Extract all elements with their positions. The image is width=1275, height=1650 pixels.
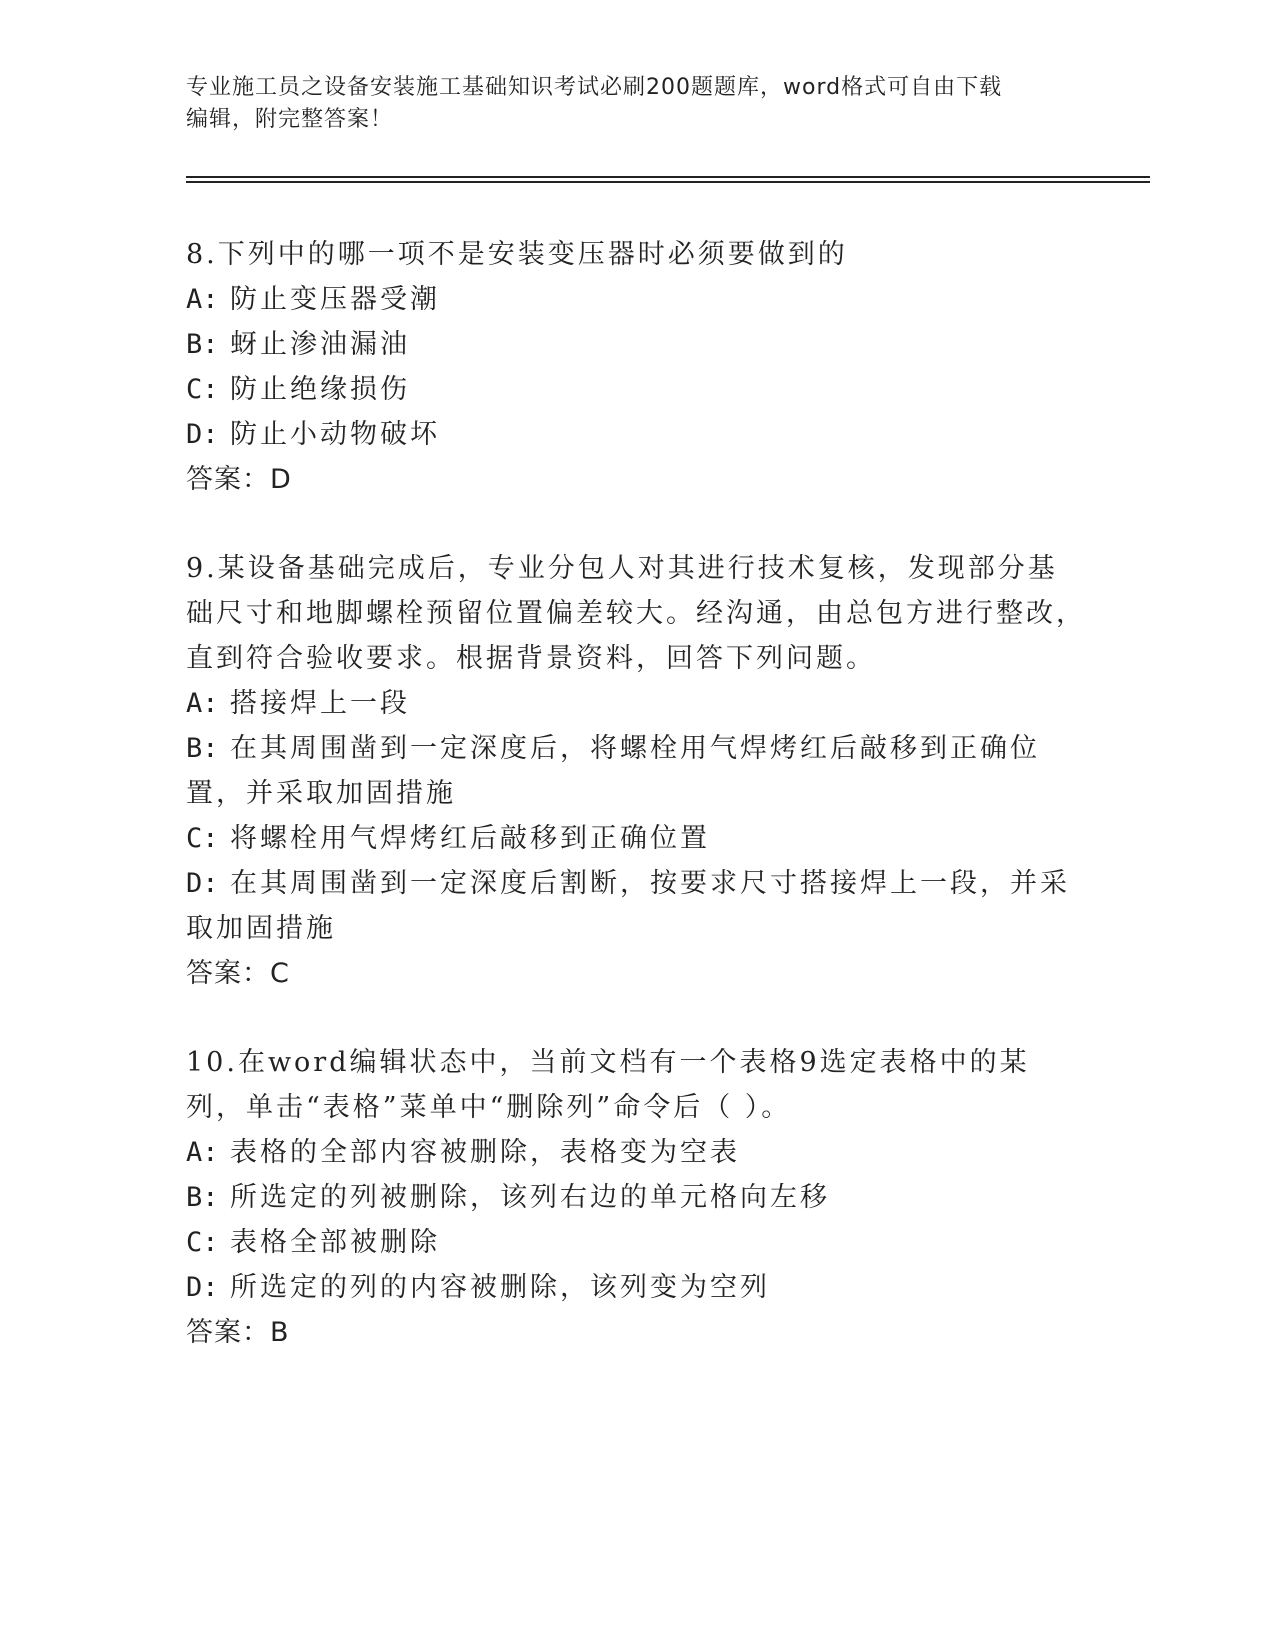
option-b <box>186 1175 1086 1220</box>
option-c <box>186 816 1086 861</box>
option-text: 搭接焊上一段 <box>230 688 410 719</box>
question-text: 9.某设备基础完成后，专业分包人对其进行技术复核，发现部分基础尺寸和地脚螺栓预留位置偏差较大。经沟通，由总包方进行整改，直到符合验收要求。根据背景资料，回答下列问题。 <box>186 553 1086 674</box>
document-header <box>186 72 1066 136</box>
option-letter: B: <box>186 733 219 764</box>
option-letter: A: <box>186 688 219 719</box>
option-d <box>186 861 1086 951</box>
option-text: 在其周围凿到一定深度后割断，按要求尺寸搭接焊上一段，并采取加固措施 <box>186 868 1070 944</box>
option-text: 蚜止渗油漏油 <box>230 329 410 360</box>
option-text: 在其周围凿到一定深度后，将螺栓用气焊烤红后敲移到正确位置，并采取加固措施 <box>186 733 1040 809</box>
option-a <box>186 277 1086 322</box>
option-text: 所选定的列的内容被删除，该列变为空列 <box>230 1272 770 1303</box>
header-divider-bottom <box>186 181 1150 183</box>
option-c <box>186 367 1086 412</box>
option-letter: D: <box>186 419 219 450</box>
option-c <box>186 1220 1086 1265</box>
option-b <box>186 322 1086 367</box>
option-letter: D: <box>186 1272 219 1303</box>
option-letter: C: <box>186 823 219 854</box>
header-line-2: 编辑，附完整答案！ <box>186 107 394 132</box>
option-text: 表格全部被删除 <box>230 1227 440 1258</box>
answer-text: 答案：D <box>186 464 292 495</box>
question-text: 8.下列中的哪一项不是安装变压器时必须要做到的 <box>186 239 848 270</box>
question-text: 10.在word编辑状态中，当前文档有一个表格9选定表格中的某列，单击“表格”菜单中“删除列”命令后（ ）。 <box>186 1047 1030 1123</box>
answer-text: 答案：C <box>186 958 290 989</box>
question-9 <box>186 546 1086 996</box>
option-text: 所选定的列被删除，该列右边的单元格向左移 <box>230 1182 830 1213</box>
answer-text: 答案：B <box>186 1317 290 1348</box>
option-letter: A: <box>186 284 219 315</box>
option-d <box>186 1265 1086 1310</box>
question-list <box>186 232 1086 1399</box>
option-text: 防止小动物破坏 <box>230 419 440 450</box>
option-text: 将螺栓用气焊烤红后敲移到正确位置 <box>230 823 710 854</box>
option-letter: D: <box>186 868 219 899</box>
option-letter: A: <box>186 1137 219 1168</box>
option-text: 防止绝缘损伤 <box>230 374 410 405</box>
question-8 <box>186 232 1086 502</box>
option-b <box>186 726 1086 816</box>
option-letter: C: <box>186 1227 219 1258</box>
option-text: 表格的全部内容被删除，表格变为空表 <box>230 1137 740 1168</box>
option-a <box>186 681 1086 726</box>
option-letter: B: <box>186 329 219 360</box>
option-letter: B: <box>186 1182 219 1213</box>
header-divider-top <box>186 176 1150 178</box>
question-10 <box>186 1040 1086 1355</box>
option-d <box>186 412 1086 457</box>
header-line-1: 专业施工员之设备安装施工基础知识考试必刷200题题库，word格式可自由下载 <box>186 75 1003 100</box>
option-a <box>186 1130 1086 1175</box>
option-text: 防止变压器受潮 <box>230 284 440 315</box>
option-letter: C: <box>186 374 219 405</box>
